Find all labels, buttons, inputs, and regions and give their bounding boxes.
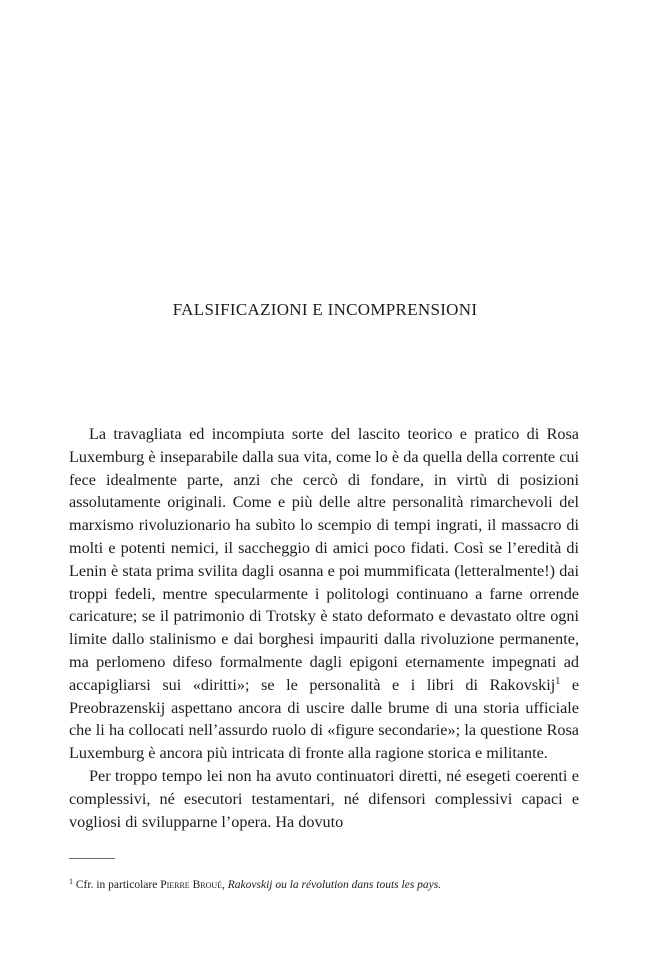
footnote-work-title: Rakovskij ou la révolution dans touts les pays. (227, 879, 442, 891)
footnote-separator-text: , (222, 879, 228, 891)
paragraph-1 (69, 423, 579, 765)
body-text (69, 423, 579, 833)
footnote-prefix: Cfr. in particolare (73, 879, 161, 891)
paragraph-2: Per troppo tempo lei non ha avuto continuatori diretti, né esegeti coerenti e complessivi, né esecutori testamentari, né difensori complessivi capaci e vogliosi di svilupparne l’opera. Ha dovuto (69, 766, 579, 831)
chapter-title: FALSIFICAZIONI E INCOMPRENSIONI (172, 300, 478, 319)
footnote-marker: 1 (69, 877, 73, 886)
footnote (69, 877, 589, 893)
footnote-reference[interactable]: 1 (555, 675, 561, 687)
footnote-author: Pierre Broué (160, 879, 223, 891)
paragraph-1-continuation: e Preobrazenskij aspettano ancora di uscire dalle brume di una storia ufficiale che li ha collocati nell’assurdo ruolo di «figure secondarie»; la questione Rosa Luxemburg è ancora più intricata di fronte alla ragione storica e militante. (69, 675, 579, 763)
footnote-separator (69, 858, 115, 859)
paragraph-1-text: La travagliata ed incompiuta sorte del lascito teorico e pratico di Rosa Luxemburg è inseparabile dalla sua vita, come lo è da quella della corrente cui fece idealmente parte, anzi che cercò di fondare, in virtù di posizioni assolutamente originali. Come e più delle altre personalità rimarchevoli del marxismo rivoluzionario ha subìto lo scempio di tempi ingrati, il massacro di molti e potenti nemici, il saccheggio di amici poco fidati. Così se l’eredità di Lenin è stata prima svilita dagli osanna e poi mummificata (letteralmente!) dai troppi fedeli, mentre specularmente i politologi continuano a farne orrende caricature; se il patrimonio di Trotsky è stato deformato e devastato oltre ogni limite dallo stalinismo e dai borghesi impauriti dalla rivoluzione permanente, ma perlomeno difeso formalmente dagli epigoni eternamente impegnati ad accapigliarsi sui «diritti»; se le personalità e i libri di Rakovskij (69, 425, 579, 694)
